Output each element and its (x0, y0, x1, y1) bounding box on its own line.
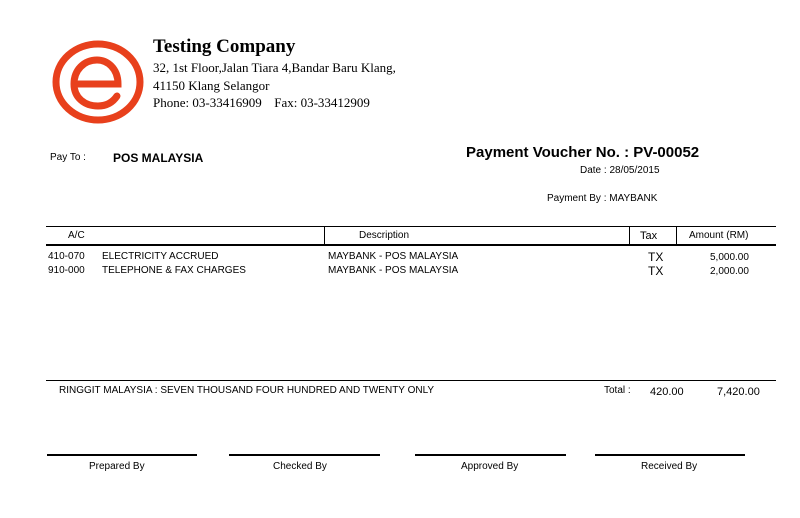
company-address-line2: 41150 Klang Selangor (153, 78, 270, 93)
header-description: Description (359, 230, 410, 241)
row-description: MAYBANK - POS MALAYSIA (328, 251, 459, 262)
header-amount: Amount (RM) (689, 230, 749, 241)
col-divider-3 (676, 226, 677, 244)
payment-by-label: Payment By : (547, 193, 607, 204)
fax-number: 03-33412909 (300, 95, 370, 110)
signature-line-approved (415, 454, 566, 456)
row-amount: 5,000.00 (710, 252, 749, 263)
pay-to-label: Pay To : (50, 152, 86, 163)
approved-by-label: Approved By (461, 461, 519, 472)
prepared-by-label: Prepared By (89, 461, 145, 472)
totals-top-border (46, 380, 776, 381)
row-amount: 2,000.00 (710, 266, 749, 277)
table-header-border (46, 244, 776, 246)
row-tax: TX (648, 250, 664, 264)
row-account-name: TELEPHONE & FAX CHARGES (102, 265, 246, 276)
col-divider-2 (629, 226, 630, 244)
total-label: Total : (604, 385, 631, 396)
company-address-line1: 32, 1st Floor,Jalan Tiara 4,Bandar Baru Klang, (153, 60, 396, 75)
date-label: Date : (580, 165, 607, 176)
signature-line-checked (229, 454, 380, 456)
row-account: 410-070 (48, 251, 85, 262)
signature-line-received (595, 454, 745, 456)
pay-to-value: POS MALAYSIA (113, 151, 204, 165)
table-top-border (46, 226, 776, 227)
col-divider-1 (324, 226, 325, 244)
header-tax: Tax (640, 230, 658, 242)
voucher-title: Payment Voucher No. : PV-00052 (466, 144, 700, 161)
e-logo-icon (52, 38, 144, 126)
received-by-label: Received By (641, 461, 698, 472)
row-description: MAYBANK - POS MALAYSIA (328, 265, 459, 276)
phone-label: Phone: (153, 95, 190, 110)
payment-by (547, 193, 657, 204)
fax-label: Fax: (274, 95, 298, 110)
row-account-name: ELECTRICITY ACCRUED (102, 251, 219, 262)
date-value: 28/05/2015 (609, 165, 660, 176)
company-contact (153, 95, 370, 111)
total-amount: 7,420.00 (717, 386, 760, 398)
phone-number: 03-33416909 (192, 95, 262, 110)
checked-by-label: Checked By (273, 461, 327, 472)
total-tax: 420.00 (650, 386, 684, 398)
header-ac: A/C (68, 230, 85, 241)
company-name: Testing Company (153, 36, 296, 57)
signature-line-prepared (47, 454, 197, 456)
voucher-date (580, 165, 660, 176)
row-account: 910-000 (48, 265, 85, 276)
row-tax: TX (648, 264, 664, 278)
payment-by-value: MAYBANK (609, 193, 658, 204)
amount-in-words: RINGGIT MALAYSIA : SEVEN THOUSAND FOUR HUNDRED AND TWENTY ONLY (59, 385, 435, 396)
